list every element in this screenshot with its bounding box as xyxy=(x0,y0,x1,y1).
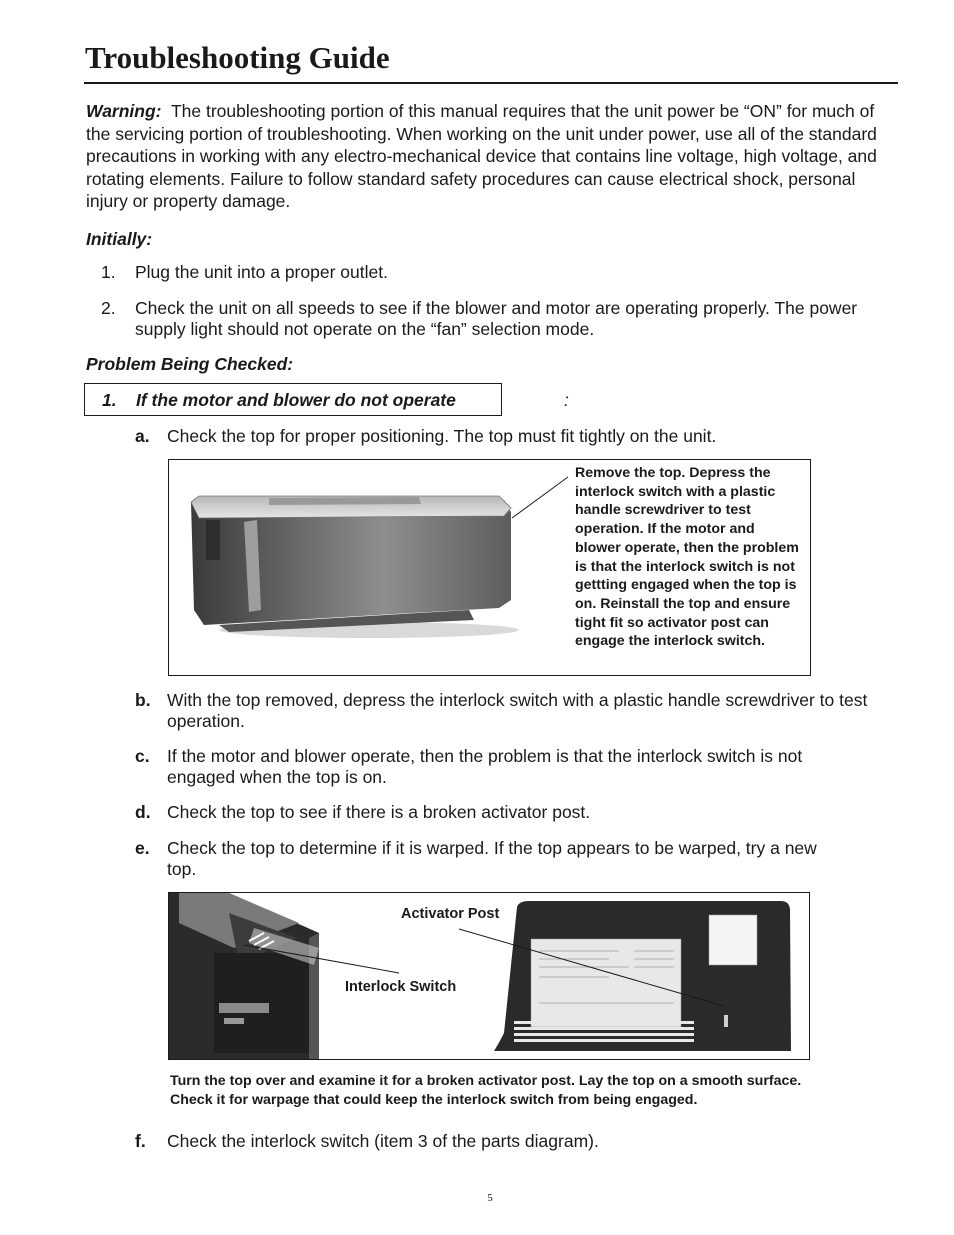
figure-unit-photo xyxy=(168,459,811,676)
problem-item-number: 1. xyxy=(102,390,117,410)
title-rule xyxy=(84,82,898,84)
activator-post-label: Activator Post xyxy=(401,906,500,922)
check-text: Check the top for proper positioning. The top must fit tightly on the unit. xyxy=(167,426,717,446)
check-letter: d. xyxy=(135,802,151,822)
check-text: Check the top to determine if it is warped. If the top appears to be warped, try a new top. xyxy=(167,838,817,879)
problem-item-colon: : xyxy=(564,390,569,410)
check-letter: c. xyxy=(135,746,150,766)
check-text: Check the top to see if there is a broken activator post. xyxy=(167,802,591,822)
check-text: If the motor and blower operate, then the problem is that the interlock switch is not engaged when the top is on. xyxy=(167,746,803,787)
figure-top-photos xyxy=(168,892,810,1060)
check-letter: a. xyxy=(135,426,150,446)
problem-item-text: If the motor and blower do not operate xyxy=(136,390,456,410)
problem-item-box xyxy=(84,383,569,416)
problem-heading: Problem Being Checked: xyxy=(86,354,294,374)
step-number: 1. xyxy=(101,262,116,282)
warning-paragraph xyxy=(86,100,896,213)
page-title: Troubleshooting Guide xyxy=(85,40,390,75)
check-text: With the top removed, depress the interlock switch with a plastic handle screwdriver to test operation. xyxy=(167,690,868,731)
step-number: 2. xyxy=(101,298,116,318)
step-text: Check the unit on all speeds to see if the blower and motor are operating properly. The power supply light should not operate on the “fan” selection mode. xyxy=(135,298,858,339)
figure1-caption: Remove the top. Depress the interlock switch with a plastic handle screwdriver to test operation. If the motor and blower operate, then the problem is that the interlock switch is not gettting engaged when the top is on. Reinstall the top and ensure tight fit so activator post can engage the interlock switch. xyxy=(575,465,799,650)
warning-label: Warning: xyxy=(86,101,162,121)
check-text: Check the interlock switch (item 3 of the parts diagram). xyxy=(167,1131,599,1151)
initially-heading: Initially: xyxy=(86,229,153,249)
check-letter: f. xyxy=(135,1131,146,1151)
check-letter: b. xyxy=(135,690,151,710)
check-letter: e. xyxy=(135,838,150,858)
figure2-caption: Turn the top over and examine it for a broken activator post. Lay the top on a smooth surface. Check it for warpage that could keep the interlock switch from being engaged. xyxy=(170,1073,802,1108)
warning-text: The troubleshooting portion of this manual requires that the unit power be “ON” for much of the servicing portion of troubleshooting. When working on the unit under power, use all of the standard precautions in working with any electro-mechanical device that contains line voltage, high voltage, and rotating elements. Failure to follow standard safety procedures can cause electrical shock, personal injury or property damage. xyxy=(86,101,877,211)
step-text: Plug the unit into a proper outlet. xyxy=(135,262,388,282)
page-number: 5 xyxy=(487,1192,493,1204)
interlock-switch-label: Interlock Switch xyxy=(345,979,457,995)
